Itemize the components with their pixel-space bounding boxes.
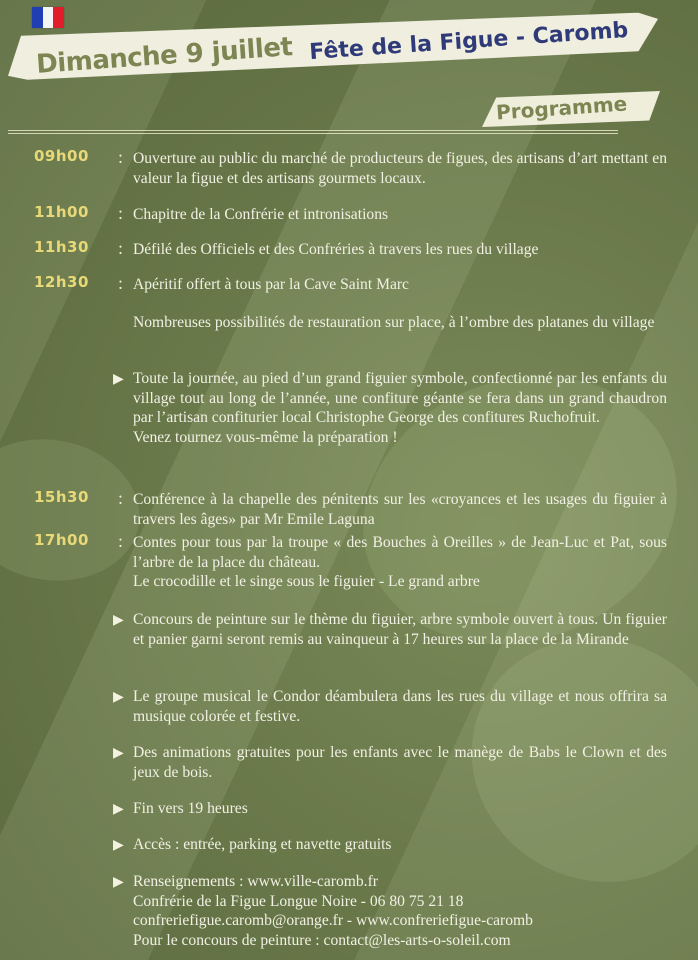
journee-call-to-action: Venez tournez vous-même la préparation ! bbox=[133, 428, 398, 446]
contact-block bbox=[133, 872, 667, 950]
divider-line bbox=[8, 133, 618, 134]
schedule-text-1700 bbox=[133, 533, 667, 592]
bullet-arrow-icon: ▶ bbox=[113, 838, 124, 853]
schedule-colon: : bbox=[118, 488, 124, 508]
event-title: Fête de la Figue - Caromb bbox=[308, 17, 629, 66]
contes-titles: Le crocodille et le singe sous le figuier - Le grand arbre bbox=[133, 573, 480, 591]
contact-peinture: Pour le concours de peinture : contact@les-arts-o-soleil.com bbox=[133, 931, 511, 949]
bullet-arrow-icon: ▶ bbox=[113, 746, 124, 761]
schedule-colon: : bbox=[118, 273, 124, 293]
bullet-groupe-musical: Le groupe musical le Condor déambulera dans les rues du village et nous offrira sa musique colorée et festive. bbox=[133, 688, 667, 725]
journee-text bbox=[133, 369, 667, 447]
bullet-arrow-icon: ▶ bbox=[113, 690, 124, 705]
background-leaf bbox=[0, 425, 151, 594]
bullet-animations-enfants: Des animations gratuites pour les enfants avec le manège de Babs le Clown et des jeux de bois. bbox=[133, 744, 667, 781]
schedule-time-1530: 15h30 bbox=[34, 488, 89, 506]
bullet-concours-peinture: Concours de peinture sur le thème du figuier, arbre symbole ouvert à tous. Un figuier et panier garni seront remis au vainqueur à 17 heures sur la place de la Mirande bbox=[133, 611, 667, 648]
contes-description: Contes pour tous par la troupe « des Bouches à Oreilles » de Jean-Luc et Pat, sous l’arbre de la place du château. bbox=[133, 534, 667, 571]
schedule-text-1230: Apéritif offert à tous par la Cave Saint Marc bbox=[133, 276, 409, 293]
contact-website: Renseignements : www.ville-caromb.fr bbox=[133, 873, 378, 890]
bullet-arrow-icon: ▶ bbox=[113, 875, 124, 890]
schedule-time-1700: 17h00 bbox=[34, 531, 89, 549]
programme-heading: Programme bbox=[495, 91, 628, 125]
schedule-time-0900: 09h00 bbox=[34, 147, 89, 165]
bullet-fin: Fin vers 19 heures bbox=[133, 800, 248, 817]
schedule-text-0900: Ouverture au public du marché de producteurs de figues, des artisans d’art mettant en valeur la figue et des artisans gourmets locaux. bbox=[133, 150, 667, 187]
restauration-note: Nombreuses possibilités de restauration sur place, à l’ombre des platanes du village bbox=[133, 314, 655, 331]
flag-blue-band bbox=[32, 7, 43, 28]
schedule-text-1100: Chapitre de la Confrérie et intronisations bbox=[133, 206, 389, 223]
french-flag-icon bbox=[32, 7, 64, 28]
bullet-arrow-icon: ▶ bbox=[113, 802, 124, 817]
schedule-time-1230: 12h30 bbox=[34, 273, 89, 291]
schedule-text-1130: Défilé des Officiels et des Confréries à travers les rues du village bbox=[133, 241, 539, 258]
schedule-colon: : bbox=[118, 531, 124, 551]
schedule-time-1100: 11h00 bbox=[34, 203, 89, 221]
schedule-time-1130: 11h30 bbox=[34, 238, 89, 256]
event-date: Dimanche 9 juillet bbox=[35, 32, 294, 80]
bullet-acces: Accès : entrée, parking et navette gratuits bbox=[133, 836, 392, 853]
flag-white-band bbox=[43, 7, 54, 28]
schedule-colon: : bbox=[118, 203, 124, 223]
schedule-text-1530: Conférence à la chapelle des pénitents sur les «croyances et les usages du figuier à travers les âges» par Mr Emile Laguna bbox=[133, 491, 667, 528]
contact-email: confreriefigue.caromb@orange.fr - www.confreriefigue-caromb bbox=[133, 912, 533, 930]
journee-description: Toute la journée, au pied d’un grand figuier symbole, confectionné par les enfants du village tout au long de l’année, une confiture géante se fera dans un grand chaudron par l’artisan confiturier local Christophe George des confitures Ruchofruit. bbox=[133, 370, 667, 427]
contact-confrerie-phone: Confrérie de la Figue Longue Noire - 06 80 75 21 18 bbox=[133, 892, 464, 910]
bullet-arrow-icon: ▶ bbox=[113, 613, 124, 628]
schedule-colon: : bbox=[118, 238, 124, 258]
divider-line bbox=[8, 130, 618, 131]
flag-red-band bbox=[53, 7, 64, 28]
schedule-colon: : bbox=[118, 147, 124, 167]
bullet-arrow-icon: ▶ bbox=[113, 372, 124, 387]
